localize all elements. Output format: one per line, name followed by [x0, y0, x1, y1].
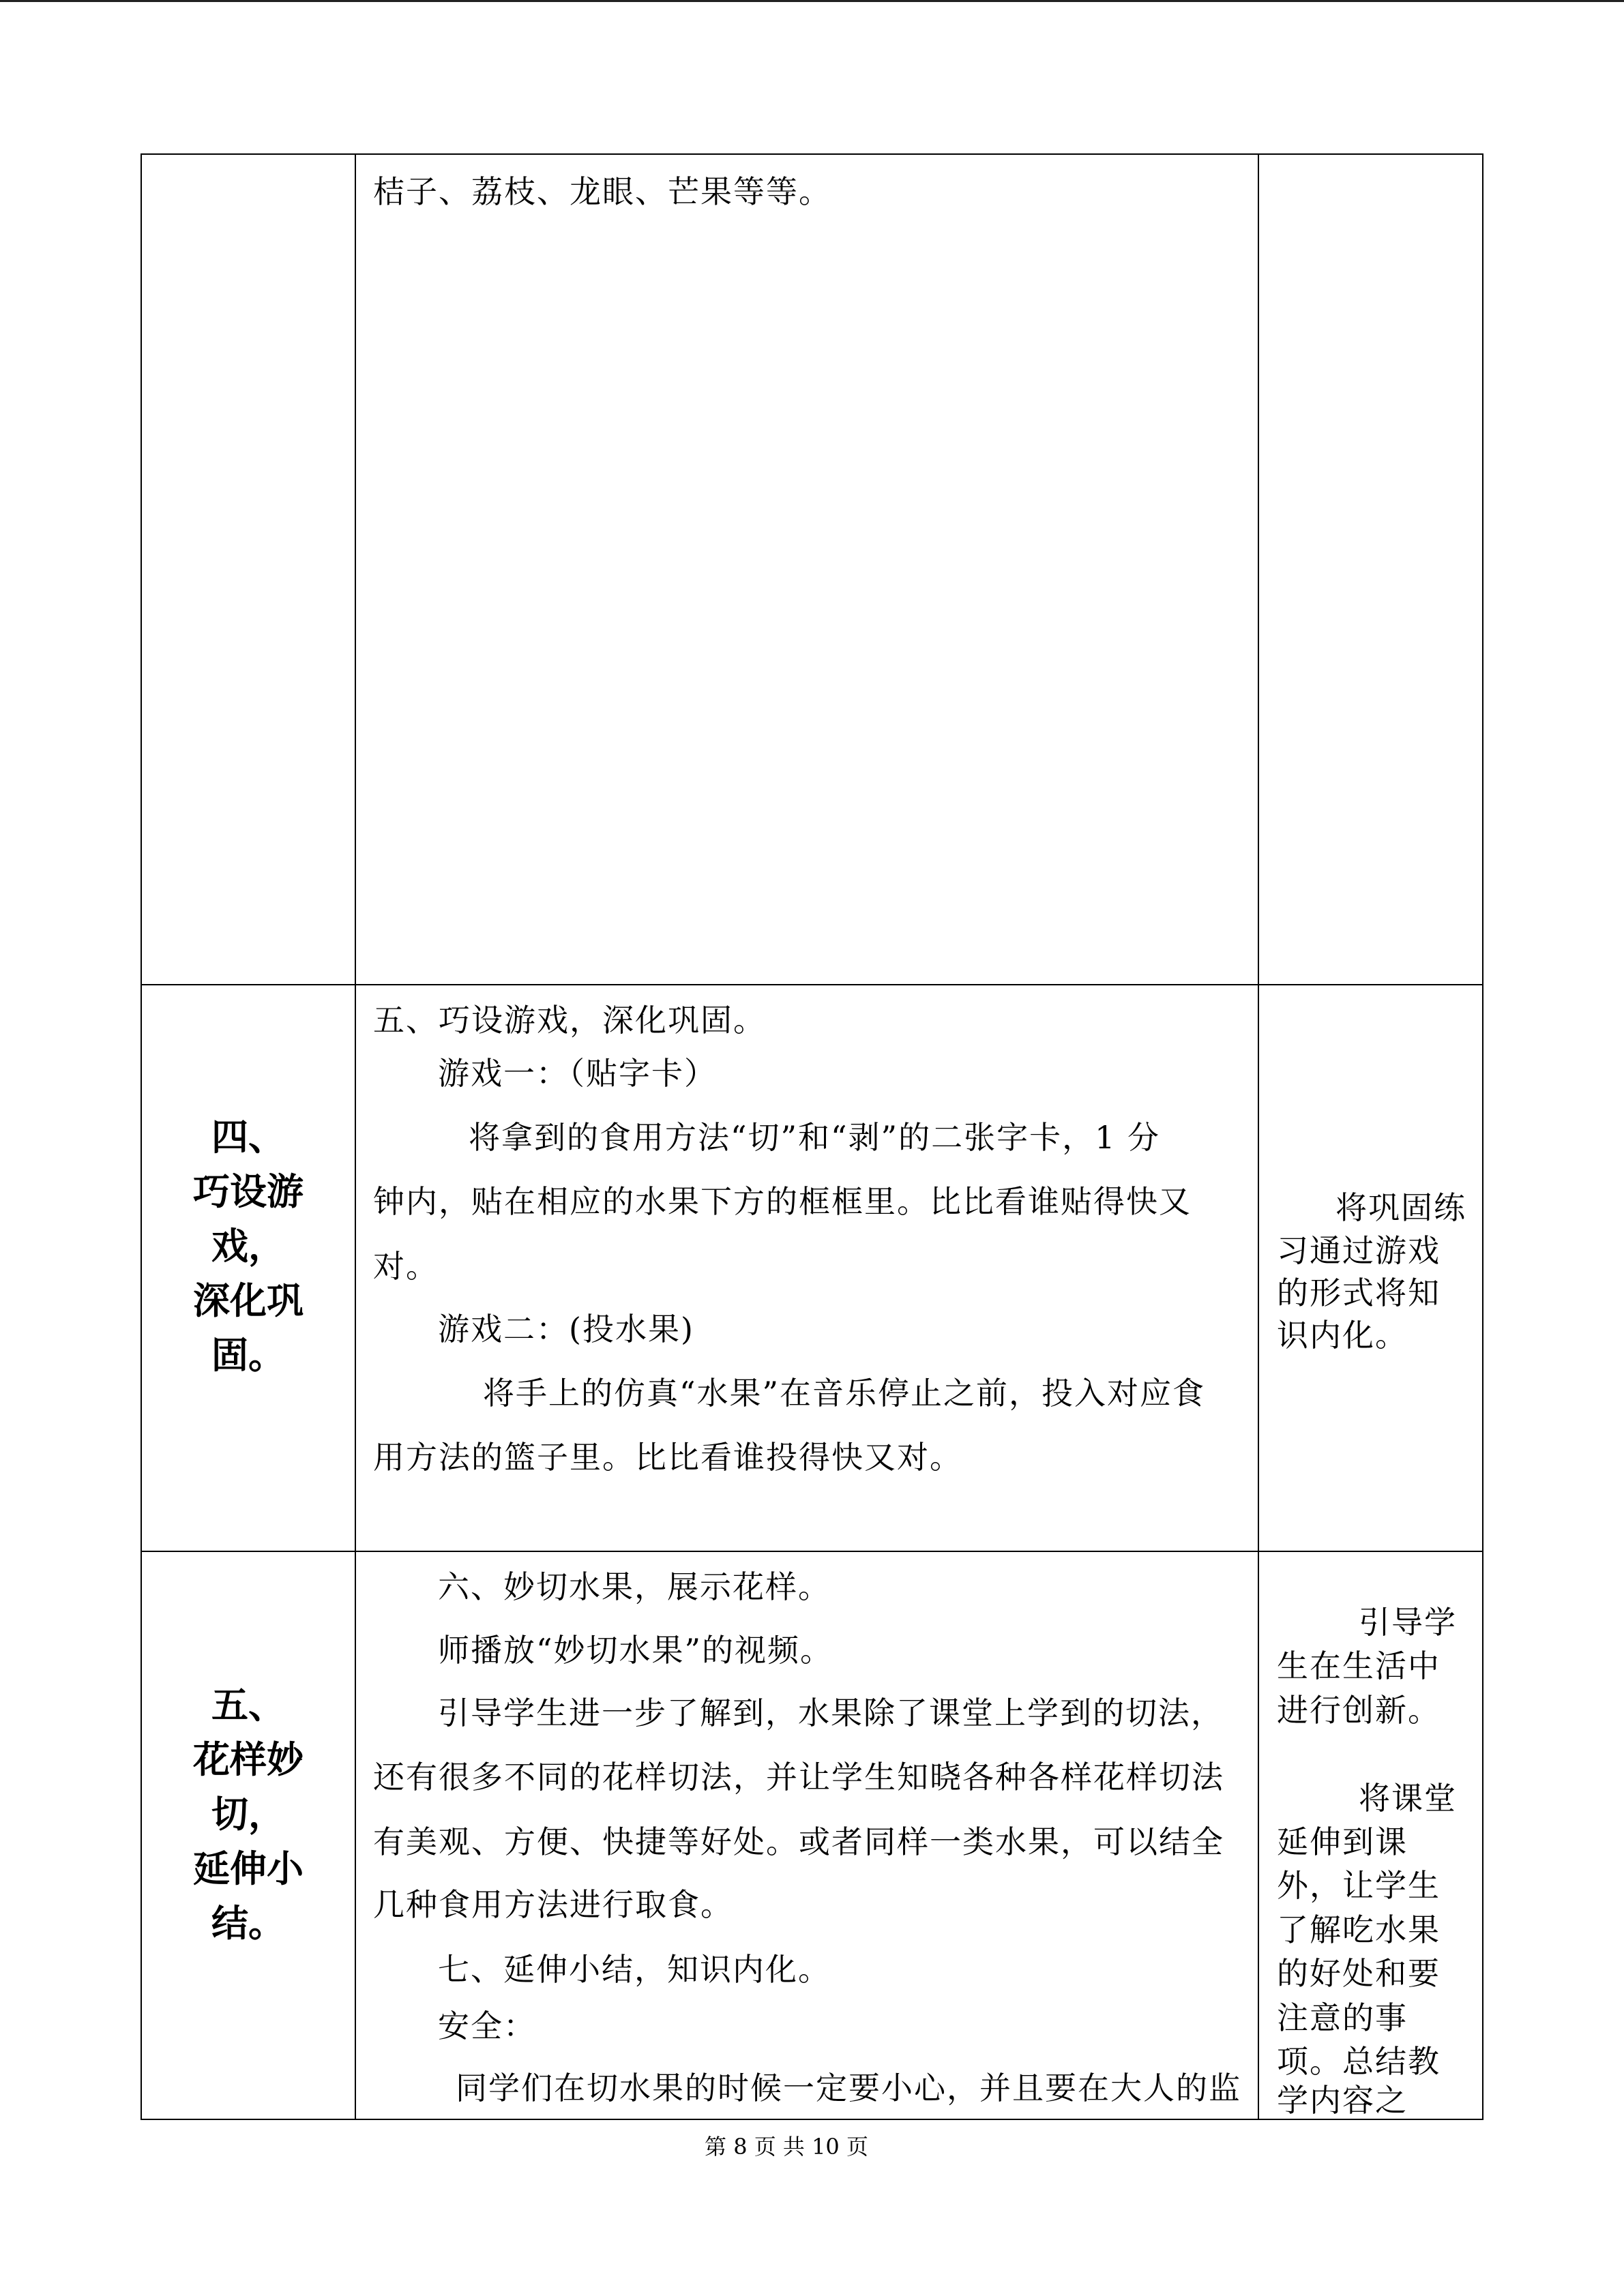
table-cell-content	[356, 155, 1259, 984]
content-line: 几种食用方法进行取食。	[373, 1886, 733, 1923]
content-line: 对。	[373, 1248, 439, 1285]
intent-line: 将巩固练	[1335, 1189, 1466, 1226]
stage-label-line: 五、	[211, 1684, 285, 1727]
intent-line: 外，让学生	[1277, 1867, 1441, 1904]
table-cell-stage	[142, 155, 356, 984]
table-cell-intent	[1259, 155, 1482, 984]
content-line: 将拿到的食用方法“切”和“剥”的二张字卡，1 分	[469, 1119, 1160, 1156]
stage-label-line: 巧设游	[193, 1170, 304, 1213]
intent-line: 项。总结教	[1277, 2043, 1441, 2080]
intent-line: 识内化。	[1277, 1317, 1408, 1354]
content-line: 有美观、方便、快捷等好处。或者同样一类水果，可以结全	[373, 1823, 1224, 1860]
intent-line: 进行创新。	[1277, 1692, 1441, 1729]
section-heading: 七、延伸小结，知识内化。	[438, 1951, 831, 1988]
intent-line: 生在生活中	[1277, 1648, 1441, 1684]
section-heading: 五、巧设游戏，深化巩固。	[373, 1002, 766, 1039]
content-line: 还有很多不同的花样切法，并让学生知晓各种各样花样切法	[373, 1759, 1224, 1795]
content-line: 引导学生进一步了解到，水果除了课堂上学到的切法，	[438, 1695, 1224, 1731]
page-footer: 第 8 页 共 10 页	[705, 2134, 868, 2160]
table-cell-content	[356, 985, 1259, 1551]
table-cell-content	[356, 1552, 1259, 2119]
table-row	[142, 155, 1482, 985]
intent-line: 了解吃水果	[1277, 1911, 1441, 1948]
table-row	[142, 985, 1482, 1552]
content-line: 同学们在切水果的时候一定要小心，并且要在大人的监	[456, 2070, 1241, 2106]
section-heading: 六、妙切水果，展示花样。	[438, 1568, 831, 1605]
table-cell-stage	[142, 985, 356, 1551]
intent-line: 延伸到课	[1277, 1823, 1408, 1860]
content-line: 游戏二：(投水果)	[438, 1311, 694, 1347]
stage-label-line: 延伸小	[193, 1847, 304, 1890]
content-line: 将手上的仿真“水果”在音乐停止之前，投入对应食	[483, 1375, 1206, 1412]
stage-label	[142, 1678, 355, 1951]
intent-line: 注意的事	[1277, 1999, 1408, 2036]
intent-line: 学内容之	[1277, 2082, 1408, 2119]
stage-label-line: 花样妙	[193, 1738, 304, 1781]
table-row	[142, 1552, 1482, 2119]
stage-label-line: 固。	[211, 1334, 285, 1377]
content-line: 用方法的篮子里。比比看谁投得快又对。	[373, 1439, 962, 1476]
table-cell-stage	[142, 1552, 356, 2119]
intent-line: 的好处和要	[1277, 1955, 1441, 1992]
intent-line: 的形式将知	[1277, 1274, 1441, 1311]
content-line: 安全：	[438, 2008, 536, 2044]
intent-line: 引导学	[1359, 1604, 1457, 1641]
stage-label	[142, 1110, 355, 1383]
content-line: 桔子、荔枝、龙眼、芒果等等。	[373, 173, 831, 210]
stage-label-line: 戏，	[211, 1225, 285, 1268]
content-line: 游戏一：（贴字卡）	[438, 1055, 717, 1092]
stage-label-line: 切，	[211, 1793, 285, 1836]
intent-line: 将课堂	[1359, 1780, 1457, 1817]
stage-label-line: 结。	[211, 1902, 285, 1945]
lesson-plan-table	[141, 153, 1483, 2120]
table-cell-intent	[1259, 1552, 1482, 2119]
page-top-border-line	[0, 0, 1624, 2]
table-cell-intent	[1259, 985, 1482, 1551]
stage-label-line: 深化巩	[193, 1279, 304, 1322]
content-line: 钟内，贴在相应的水果下方的框框里。比比看谁贴得快又	[373, 1183, 1192, 1220]
stage-label-line: 四、	[211, 1116, 285, 1159]
content-line: 师播放“妙切水果”的视频。	[438, 1632, 833, 1669]
intent-line: 习通过游戏	[1277, 1232, 1441, 1269]
